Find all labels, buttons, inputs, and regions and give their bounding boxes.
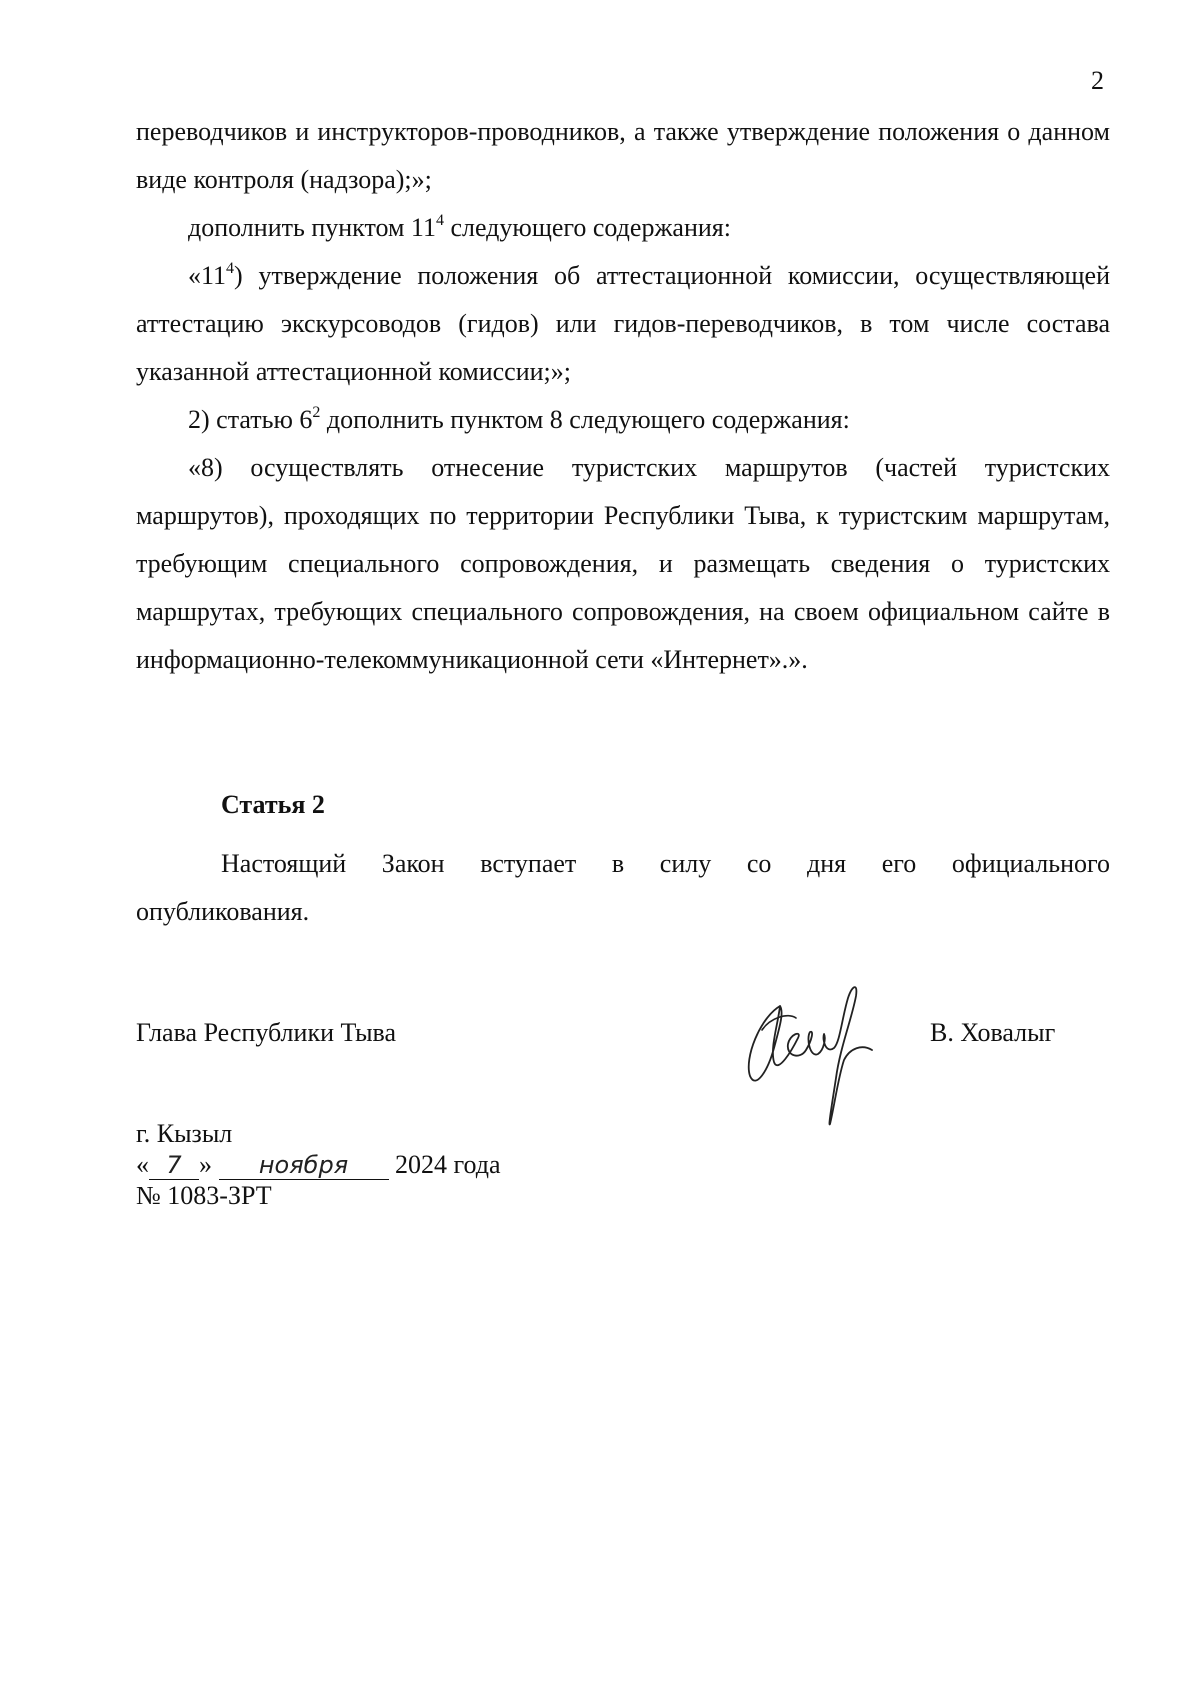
paragraph-continuation: переводчиков и инструкторов-проводников, а также утверждение положения о данном виде контроля (надзора);»; (136, 117, 1110, 194)
signing-date: « 7 » ноября 2024 года (136, 1150, 501, 1179)
paragraph-item-11-4-text: «$11^4$) утверждение положения об аттестационной комиссии, осуществляющей аттестацию экскурсоводов (гидов) или гидов-переводчиков, в том числе состава указанной аттестационной комиссии;»; (136, 260, 1110, 386)
month-handwritten: ноября (219, 1153, 389, 1180)
city: г. Кызыл (136, 1119, 233, 1148)
page-number: 2 (1091, 66, 1104, 95)
paragraph-item-8-text: «8) осуществлять отнесение туристских маршрутов (частей туристских маршрутов), проходящих по территории Республики Тыва, к туристским маршрутам, требующим специального сопровождения, и размещать сведения о туристских маршрутах, требующих специального сопровождения, на своем официальном сайте в информационно-телекоммуникационной сети «Интернет».». (136, 453, 1110, 674)
article-2-paragraph: Настоящий Закон вступает в силу со дня его официального опубликования. (136, 849, 1110, 926)
year: 2024 года (395, 1150, 501, 1179)
article-2-text (136, 840, 1110, 936)
paragraph-add-item-11-4: дополнить пунктом $11^4$ следующего содержания: (188, 212, 731, 242)
superscript: 4 (435, 212, 444, 229)
place-date-number-block (136, 1118, 501, 1211)
superscript: 2 (312, 404, 321, 421)
signatory-name: В. Ховалыг (930, 1018, 1056, 1047)
article-2-heading: Статья 2 (221, 790, 325, 819)
law-number: № 1083-ЗРТ (136, 1181, 272, 1210)
signatory-position: Глава Республики Тыва (136, 1018, 397, 1047)
superscript: 4 (226, 260, 235, 277)
day-handwritten: 7 (149, 1153, 199, 1180)
handwritten-signature (740, 978, 890, 1130)
law-body-text (136, 108, 1110, 684)
paragraph-article-6-2: 2) статью $6^2$ дополнить пунктом 8 следующего содержания: (188, 404, 850, 434)
